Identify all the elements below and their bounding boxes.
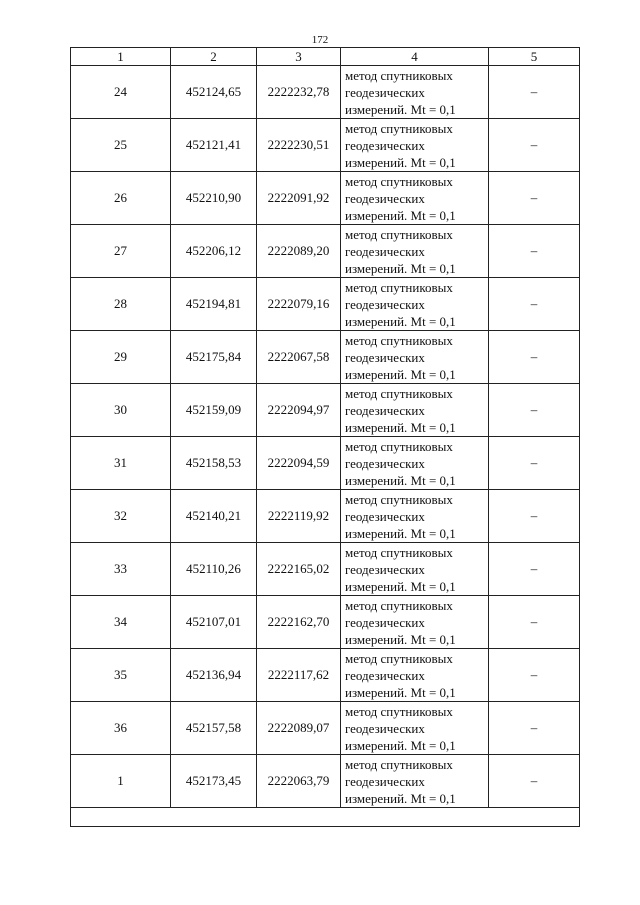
column-header-3: 3 — [257, 48, 341, 66]
y-coordinate-cell: 2222091,92 — [257, 172, 341, 225]
point-number-cell: 33 — [71, 543, 171, 596]
method-line: метод спутниковых — [345, 120, 453, 136]
x-coordinate-cell: 452173,45 — [171, 755, 257, 808]
method-line: измерений. Mt = 0,1 — [345, 737, 456, 753]
method-cell — [341, 66, 489, 119]
x-coordinate-cell: 452210,90 — [171, 172, 257, 225]
method-line: геодезических — [345, 614, 425, 630]
point-number-cell: 31 — [71, 437, 171, 490]
note-cell: – — [489, 331, 580, 384]
note-cell: – — [489, 437, 580, 490]
method-cell — [341, 702, 489, 755]
method-cell — [341, 596, 489, 649]
method-cell — [341, 384, 489, 437]
method-line: геодезических — [345, 296, 425, 312]
method-line: измерений. Mt = 0,1 — [345, 154, 456, 170]
method-line: измерений. Mt = 0,1 — [345, 260, 456, 276]
method-line: метод спутниковых — [345, 756, 453, 772]
x-coordinate-cell: 452136,94 — [171, 649, 257, 702]
empty-footer-cell — [71, 808, 580, 827]
method-line: геодезических — [345, 508, 425, 524]
method-line: геодезических — [345, 190, 425, 206]
note-cell: – — [489, 543, 580, 596]
table-row — [71, 437, 580, 490]
table-row — [71, 119, 580, 172]
point-number-cell: 35 — [71, 649, 171, 702]
x-coordinate-cell: 452157,58 — [171, 702, 257, 755]
method-line: геодезических — [345, 402, 425, 418]
method-line: измерений. Mt = 0,1 — [345, 419, 456, 435]
page-number: 172 — [311, 34, 329, 46]
x-coordinate-cell: 452175,84 — [171, 331, 257, 384]
method-line: измерений. Mt = 0,1 — [345, 525, 456, 541]
method-line: метод спутниковых — [345, 703, 453, 719]
note-cell: – — [489, 172, 580, 225]
method-line: геодезических — [345, 84, 425, 100]
method-line: геодезических — [345, 349, 425, 365]
empty-footer-row — [71, 808, 580, 827]
y-coordinate-cell: 2222094,59 — [257, 437, 341, 490]
method-line: измерений. Mt = 0,1 — [345, 472, 456, 488]
point-number-cell: 24 — [71, 66, 171, 119]
method-line: геодезических — [345, 667, 425, 683]
method-line: измерений. Mt = 0,1 — [345, 631, 456, 647]
method-line: измерений. Mt = 0,1 — [345, 578, 456, 594]
table-row — [71, 596, 580, 649]
method-cell — [341, 331, 489, 384]
point-number-cell: 36 — [71, 702, 171, 755]
method-cell — [341, 755, 489, 808]
point-number-cell: 29 — [71, 331, 171, 384]
method-line: измерений. Mt = 0,1 — [345, 684, 456, 700]
method-line: метод спутниковых — [345, 67, 453, 83]
point-number-cell: 1 — [71, 755, 171, 808]
table-body — [71, 66, 580, 827]
x-coordinate-cell: 452110,26 — [171, 543, 257, 596]
y-coordinate-cell: 2222119,92 — [257, 490, 341, 543]
y-coordinate-cell: 2222117,62 — [257, 649, 341, 702]
y-coordinate-cell: 2222230,51 — [257, 119, 341, 172]
note-cell: – — [489, 119, 580, 172]
note-cell: – — [489, 755, 580, 808]
method-line: геодезических — [345, 773, 425, 789]
y-coordinate-cell: 2222067,58 — [257, 331, 341, 384]
x-coordinate-cell: 452159,09 — [171, 384, 257, 437]
column-header-5: 5 — [489, 48, 580, 66]
x-coordinate-cell: 452206,12 — [171, 225, 257, 278]
method-cell — [341, 119, 489, 172]
method-line: метод спутниковых — [345, 491, 453, 507]
method-line: геодезических — [345, 561, 425, 577]
y-coordinate-cell: 2222079,16 — [257, 278, 341, 331]
table-row — [71, 384, 580, 437]
note-cell: – — [489, 702, 580, 755]
method-line: метод спутниковых — [345, 438, 453, 454]
x-coordinate-cell: 452158,53 — [171, 437, 257, 490]
y-coordinate-cell: 2222094,97 — [257, 384, 341, 437]
column-header-2: 2 — [171, 48, 257, 66]
note-cell: – — [489, 596, 580, 649]
x-coordinate-cell: 452107,01 — [171, 596, 257, 649]
column-header-1: 1 — [71, 48, 171, 66]
method-line: метод спутниковых — [345, 332, 453, 348]
method-line: метод спутниковых — [345, 173, 453, 189]
method-line: измерений. Mt = 0,1 — [345, 101, 456, 117]
y-coordinate-cell: 2222232,78 — [257, 66, 341, 119]
point-number-cell: 34 — [71, 596, 171, 649]
table-row — [71, 172, 580, 225]
method-line: метод спутниковых — [345, 279, 453, 295]
x-coordinate-cell: 452124,65 — [171, 66, 257, 119]
method-line: метод спутниковых — [345, 385, 453, 401]
note-cell: – — [489, 649, 580, 702]
method-cell — [341, 437, 489, 490]
method-cell — [341, 543, 489, 596]
point-number-cell: 32 — [71, 490, 171, 543]
table-row — [71, 331, 580, 384]
method-line: геодезических — [345, 243, 425, 259]
y-coordinate-cell: 2222165,02 — [257, 543, 341, 596]
method-line: измерений. Mt = 0,1 — [345, 313, 456, 329]
method-line: метод спутниковых — [345, 597, 453, 613]
y-coordinate-cell: 2222089,07 — [257, 702, 341, 755]
coordinates-table — [70, 47, 580, 827]
point-number-cell: 30 — [71, 384, 171, 437]
note-cell: – — [489, 66, 580, 119]
note-cell: – — [489, 384, 580, 437]
note-cell: – — [489, 278, 580, 331]
table-row — [71, 225, 580, 278]
method-line: метод спутниковых — [345, 226, 453, 242]
x-coordinate-cell: 452121,41 — [171, 119, 257, 172]
method-line: геодезических — [345, 455, 425, 471]
method-cell — [341, 649, 489, 702]
column-header-4: 4 — [341, 48, 489, 66]
note-cell: – — [489, 225, 580, 278]
point-number-cell: 25 — [71, 119, 171, 172]
point-number-cell: 27 — [71, 225, 171, 278]
table-row — [71, 702, 580, 755]
point-number-cell: 26 — [71, 172, 171, 225]
method-cell — [341, 490, 489, 543]
y-coordinate-cell: 2222162,70 — [257, 596, 341, 649]
table-row — [71, 649, 580, 702]
method-cell — [341, 172, 489, 225]
table-row — [71, 543, 580, 596]
table-row — [71, 490, 580, 543]
method-line: геодезических — [345, 137, 425, 153]
method-line: геодезических — [345, 720, 425, 736]
point-number-cell: 28 — [71, 278, 171, 331]
method-line: метод спутниковых — [345, 650, 453, 666]
method-line: измерений. Mt = 0,1 — [345, 366, 456, 382]
y-coordinate-cell: 2222063,79 — [257, 755, 341, 808]
x-coordinate-cell: 452194,81 — [171, 278, 257, 331]
method-line: измерений. Mt = 0,1 — [345, 207, 456, 223]
method-cell — [341, 278, 489, 331]
table-row — [71, 66, 580, 119]
method-cell — [341, 225, 489, 278]
table-row — [71, 278, 580, 331]
table-header-row — [71, 48, 580, 66]
table-row — [71, 755, 580, 808]
method-line: метод спутниковых — [345, 544, 453, 560]
note-cell: – — [489, 490, 580, 543]
method-line: измерений. Mt = 0,1 — [345, 790, 456, 806]
x-coordinate-cell: 452140,21 — [171, 490, 257, 543]
y-coordinate-cell: 2222089,20 — [257, 225, 341, 278]
